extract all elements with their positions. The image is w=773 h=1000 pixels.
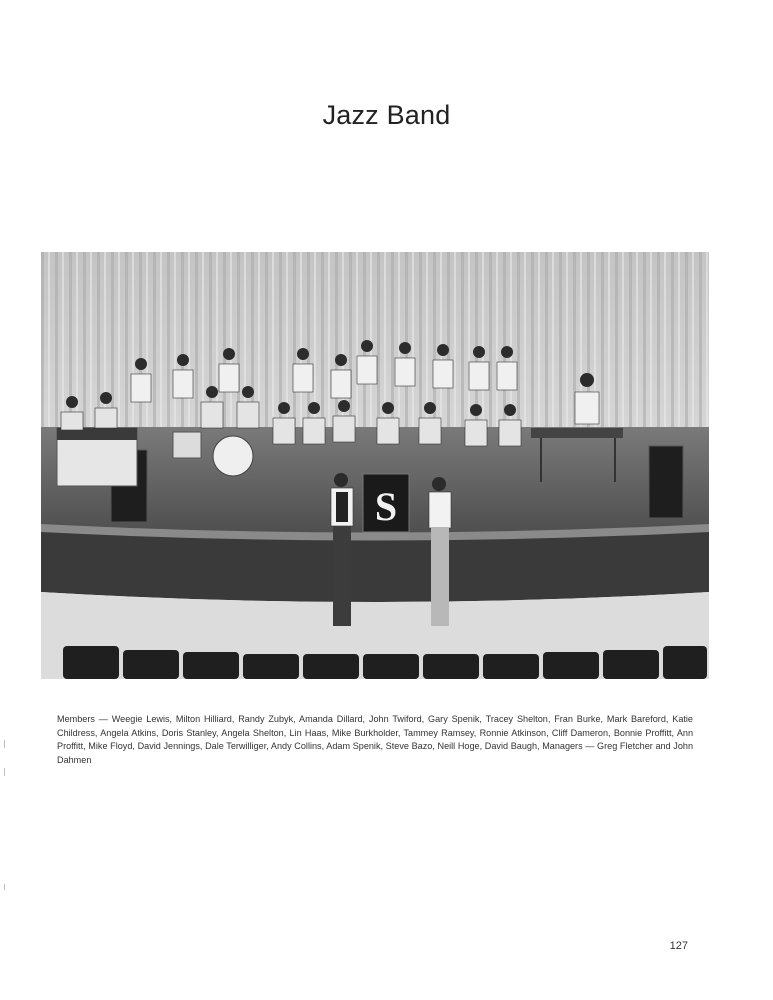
margin-mark (4, 740, 5, 748)
page-number: 127 (669, 940, 688, 952)
bass-drum (213, 436, 253, 476)
curtain (41, 252, 709, 437)
vibraphone (531, 428, 623, 438)
svg-text:S: S (374, 484, 398, 529)
margin-mark (4, 884, 5, 890)
band-photo (41, 252, 709, 679)
amp-right (649, 446, 683, 518)
member-list-caption: Members — Weegie Lewis, Milton Hilliard, Randy Zubyk, Amanda Dillard, John Twiford, Gary Spenik, Tracey Shelton, Fran Burke, Mark Bareford, Katie Childress, Angela Atkins, Doris Stanley, Angela Shelton, Lin Haas, Mike Burkholder, Tammey Ramsey, Ronnie Atkinson, Cliff Dameron, Bonnie Proffitt, Ann Proffitt, Mike Floyd, David Jennings, Dale Terwilliger, Andy Collins, Adam Spenik, Steve Bazo, Neill Hoge, David Baugh, Managers — Greg Fletcher and John Dahmen (57, 714, 693, 765)
page-title: Jazz Band (322, 100, 451, 130)
margin-mark (4, 768, 5, 776)
